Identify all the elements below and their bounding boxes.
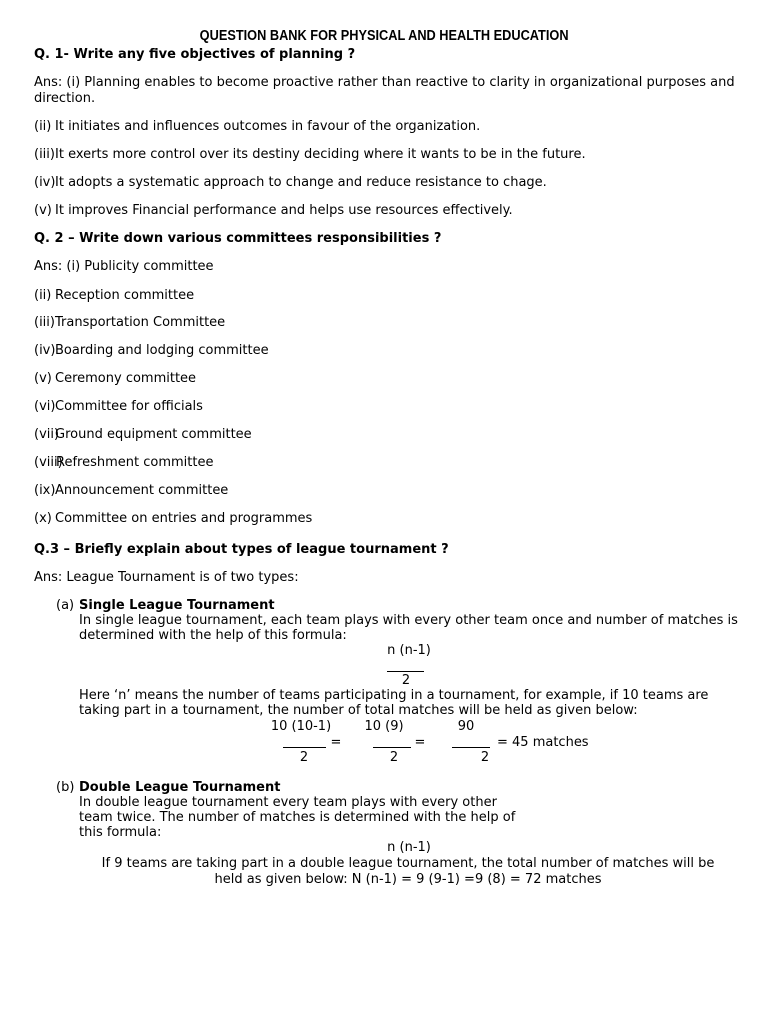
answer-1-line-1: Ans: (i) Planning enables to become proactive rather than reactive to clarity in organizational purposes and [34,75,735,90]
double-formula: n (n-1) [387,840,431,855]
fraction-bar [387,671,424,672]
question-1: Q. 1- Write any five objectives of planning ? [34,47,356,62]
single-league-heading: Single League Tournament [79,598,275,613]
double-league-text-3: this formula: [79,825,162,840]
page-title: QUESTION BANK FOR PHYSICAL AND HEALTH EDUCATION [199,28,569,44]
double-league-text-1: In double league tournament every team plays with every other [79,795,497,810]
answer-1-item: (v) It improves Financial performance and helps use resources effectively. [34,203,513,218]
answer-1-item: (ii) It initiates and influences outcomes in favour of the organization. [34,119,481,134]
single-league-text-4: taking part in a tournament, the number of total matches will be held as given below: [79,703,638,718]
calc-numerator-2: 10 (9) [364,719,404,734]
double-league-text-2: team twice. The number of matches is determined with the help of [79,810,516,825]
formula-numerator: n (n-1) [387,643,431,658]
answer-2-first: Ans: (i) Publicity committee [34,259,214,274]
answer-1-item: (iii)It exerts more control over its destiny deciding where it wants to be in the future. [34,147,586,162]
answer-1-item: (iv)It adopts a systematic approach to change and reduce resistance to chage. [34,175,547,190]
calc-result: = 45 matches [497,735,589,750]
committee-item: (ii) Reception committee [34,288,195,303]
equals-sign: = [414,735,426,750]
committee-item: (vii)Ground equipment committee [34,427,252,442]
calc-denominator-3: 2 [480,750,490,765]
answer-1-line-2: direction. [34,91,96,106]
committee-item: (vi)Committee for officials [34,399,203,414]
single-league-text-3: Here ‘n’ means the number of teams participating in a tournament, for example, if 10 teams are [79,688,709,703]
committee-item: (x) Committee on entries and programmes [34,511,313,526]
committee-item: (viii)Refreshment committee [34,455,214,470]
equals-sign: = [330,735,342,750]
committee-item: (iii)Transportation Committee [34,315,226,330]
fraction-bar [452,747,490,748]
calc-numerator-1: 10 (10-1) [270,719,332,734]
committee-item: (ix)Announcement committee [34,483,229,498]
formula-denominator: 2 [401,673,411,688]
calc-numerator-3: 90 [457,719,475,734]
double-league-text-4: If 9 teams are taking part in a double league tournament, the total number of matches will be [101,856,715,871]
single-league-text-2: determined with the help of this formula: [79,628,347,643]
question-3: Q.3 – Briefly explain about types of league tournament ? [34,542,449,557]
fraction-bar [283,747,326,748]
double-league-heading: Double League Tournament [79,780,281,795]
committee-item: (iv)Boarding and lodging committee [34,343,269,358]
calc-denominator-1: 2 [299,750,309,765]
answer-3-intro: Ans: League Tournament is of two types: [34,570,299,585]
calc-denominator-2: 2 [389,750,399,765]
item-label-a: (a) [56,598,75,613]
item-label-b: (b) [56,780,75,795]
question-2: Q. 2 – Write down various committees responsibilities ? [34,231,442,246]
double-league-text-5: held as given below: N (n-1) = 9 (9-1) =9 (8) = 72 matches [214,872,602,887]
committee-item: (v) Ceremony committee [34,371,197,386]
single-league-text-1: In single league tournament, each team plays with every other team once and number of matches is [79,613,738,628]
fraction-bar [373,747,411,748]
